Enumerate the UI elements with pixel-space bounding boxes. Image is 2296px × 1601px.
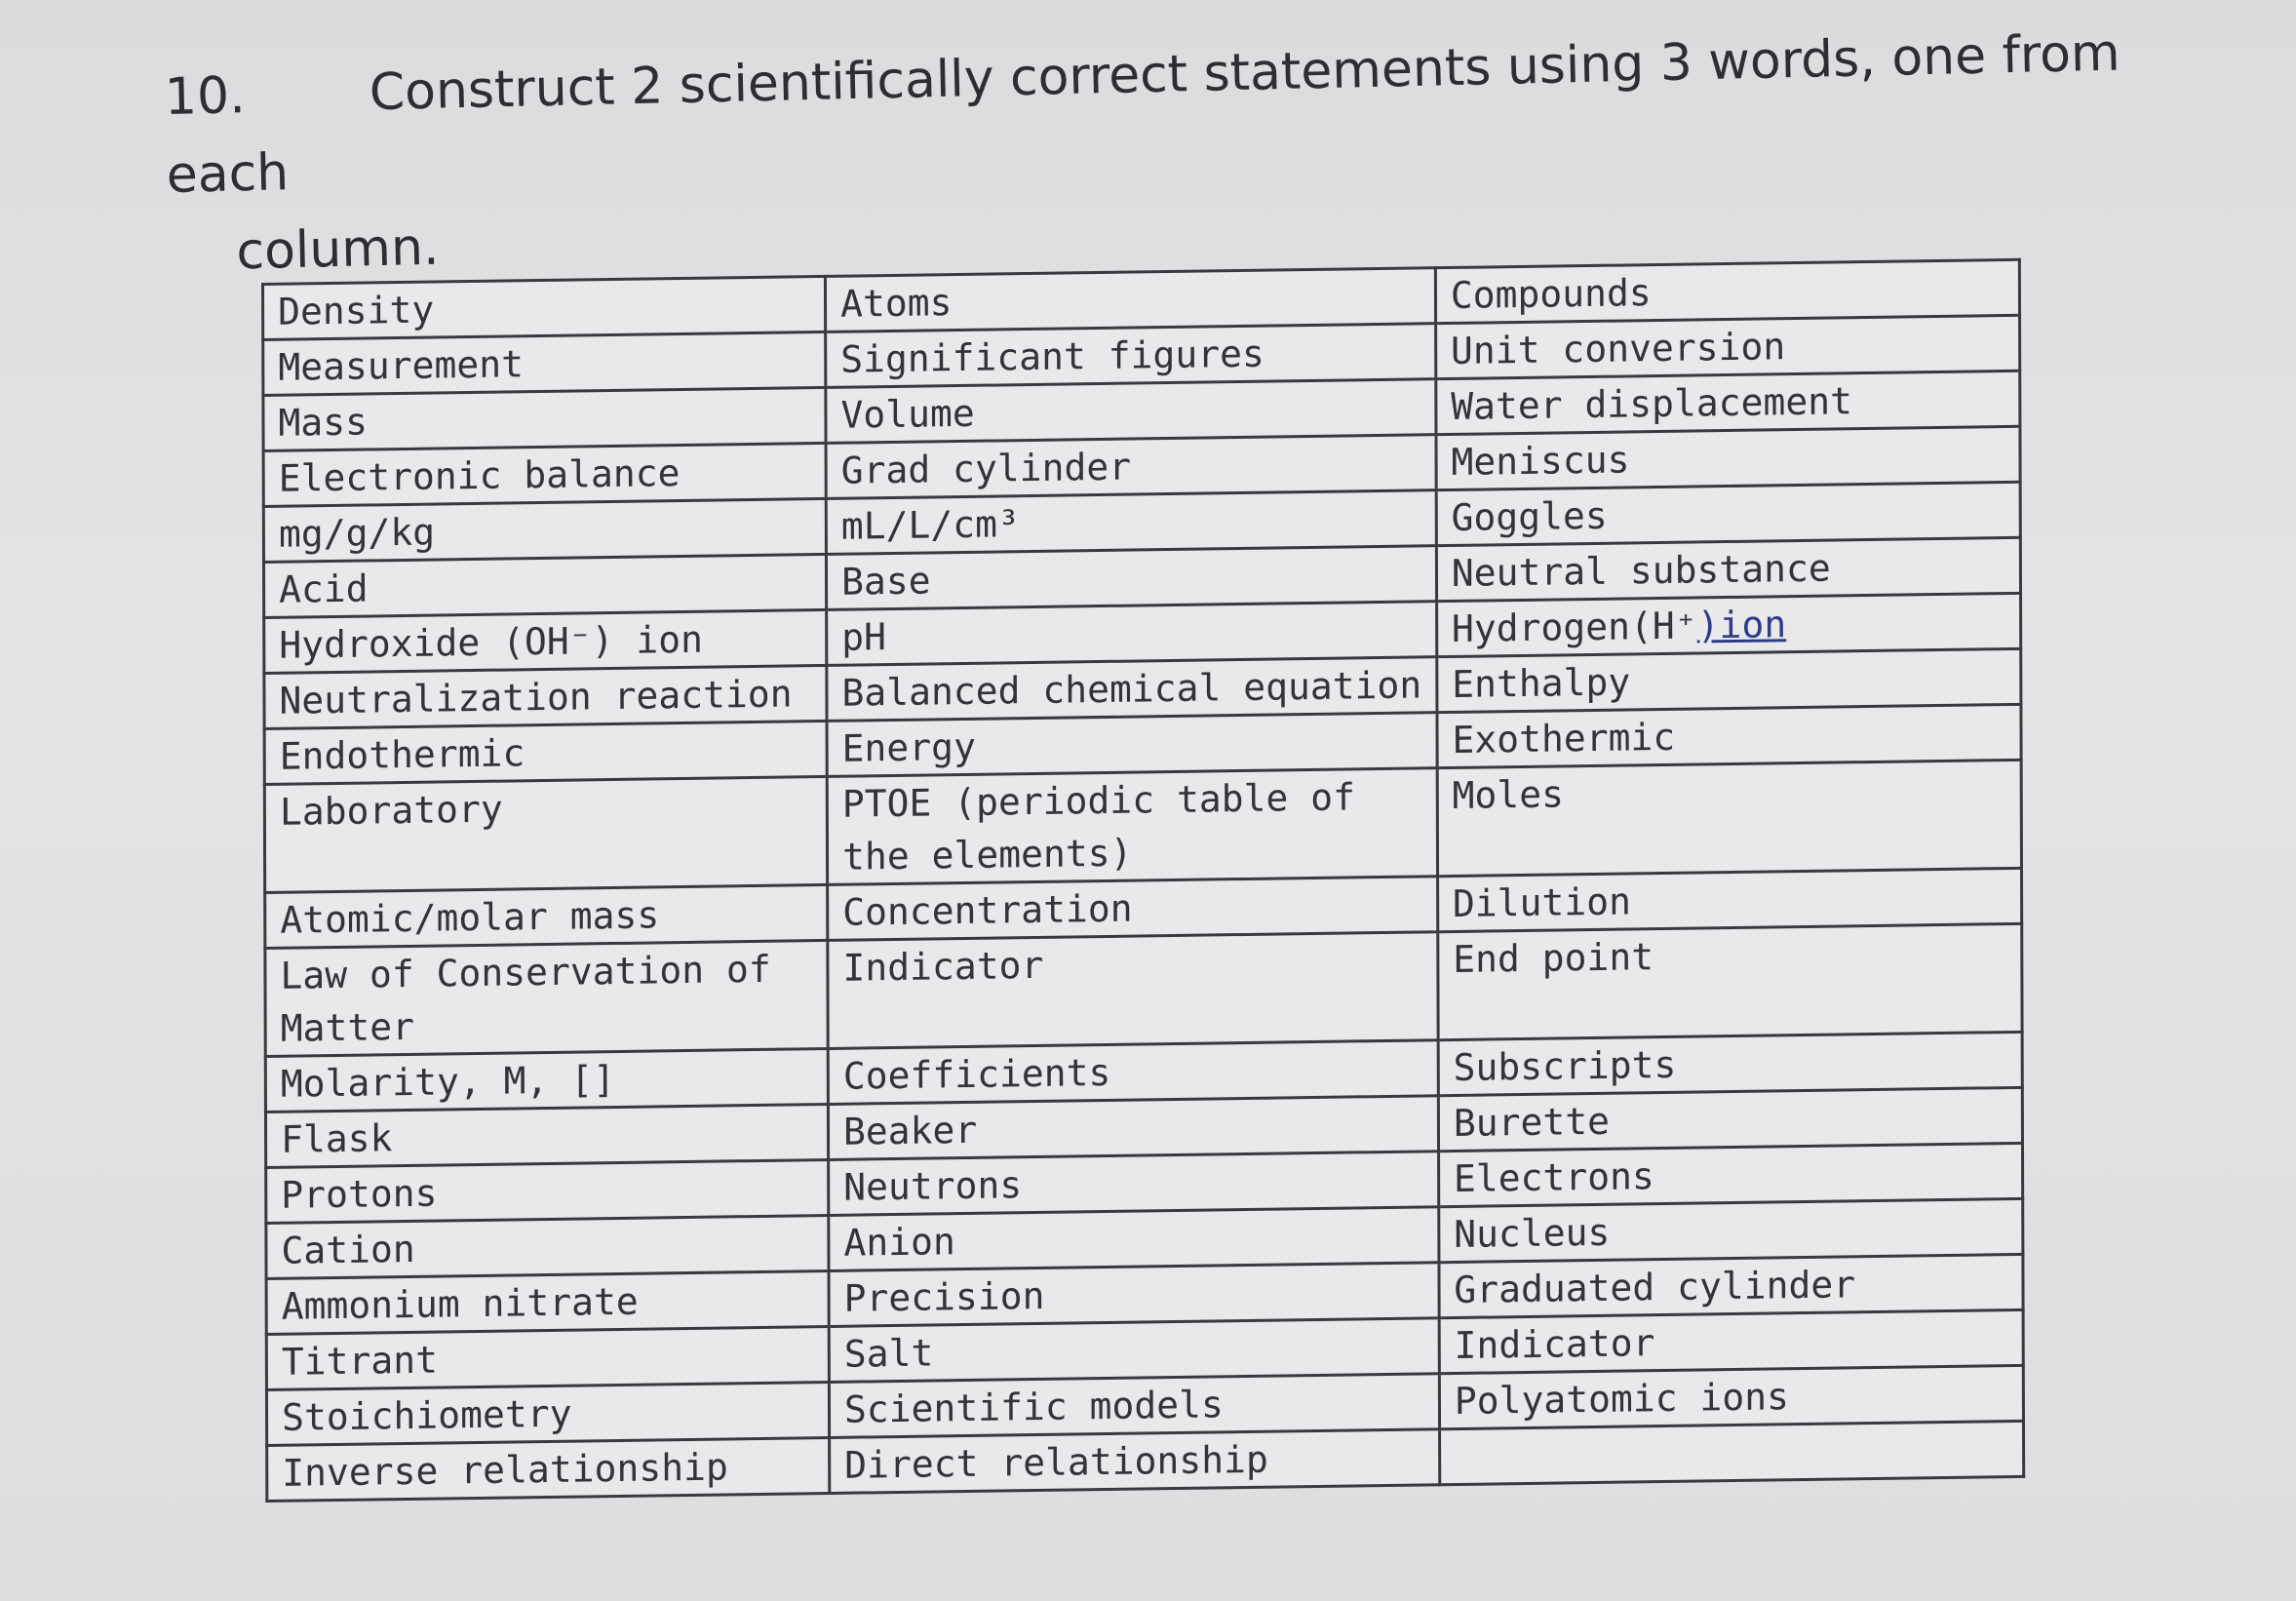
table-cell: Significant figures [826, 324, 1436, 388]
table-cell: Anion [829, 1207, 1439, 1271]
table-cell: Direct relationship [830, 1429, 1440, 1494]
table-cell: Exothermic [1437, 704, 2021, 767]
word-table [261, 258, 2025, 1503]
question-text-line-1: Construct 2 scientifically correct statements using 3 words, one from each [166, 23, 2121, 205]
table-cell: Acid [263, 554, 826, 617]
table-cell: Inverse relationship [267, 1437, 830, 1501]
table-cell: Nucleus [1439, 1198, 2023, 1262]
table-cell: Atoms [825, 268, 1435, 332]
table-cell: Burette [1438, 1087, 2022, 1151]
table-cell: Moles [1437, 760, 2021, 876]
table-cell: Stoichiometry [266, 1382, 829, 1445]
table-cell: Endothermic [264, 721, 827, 784]
table-cell: Law of Conservation of Matter [265, 940, 828, 1056]
table-cell: Indicator [828, 932, 1438, 1049]
table-cell: Concentration [828, 877, 1438, 941]
table-cell: Mass [263, 387, 826, 450]
table-cell: Protons [266, 1159, 829, 1223]
table-cell: Subscripts [1438, 1032, 2022, 1095]
table-cell: Salt [829, 1318, 1439, 1383]
table-cell: Titrant [266, 1326, 829, 1389]
table-cell-underlined [1436, 593, 2020, 656]
table-cell: Meniscus [1436, 426, 2020, 489]
table-cell: Neutralization reaction [264, 665, 827, 728]
question-number: 10. [164, 66, 247, 127]
table-cell: Electrons [1438, 1143, 2022, 1206]
table-cell: pH [827, 602, 1437, 666]
table-cell: End point [1438, 923, 2022, 1039]
table-cell: Balanced chemical equation [827, 657, 1437, 722]
table-cell: Cation [266, 1215, 829, 1278]
table-cell: Dilution [1437, 868, 2021, 931]
table-cell: Atomic/molar mass [265, 884, 828, 948]
table-cell: Molarity, M, [] [265, 1048, 828, 1112]
table-cell: Graduated cylinder [1439, 1254, 2023, 1317]
table-cell: mL/L/cm³ [826, 490, 1436, 555]
table-cell: Neutrons [829, 1152, 1439, 1216]
table-cell: Hydroxide (OH⁻) ion [264, 609, 827, 673]
table-cell: Ammonium nitrate [266, 1270, 829, 1334]
table-cell: Electronic balance [263, 443, 826, 506]
hydrogen-ion-text: Hydrogen(H⁺)ion [1451, 603, 1787, 650]
table-cell: Polyatomic ions [1439, 1365, 2023, 1428]
table-cell: Indicator [1439, 1309, 2023, 1373]
table-cell: Coefficients [828, 1040, 1438, 1105]
table-cell: Density [263, 276, 826, 339]
table-cell: Precision [829, 1263, 1439, 1327]
table-cell: Measurement [263, 332, 826, 395]
table-cell: Volume [826, 379, 1436, 444]
table-cell: Laboratory [264, 776, 827, 892]
question-prompt [164, 13, 2177, 293]
word-table-container [261, 258, 2025, 1503]
table-cell: Base [826, 546, 1436, 610]
table-cell: mg/g/kg [263, 498, 826, 562]
table-cell: Flask [265, 1104, 828, 1167]
table-cell: Enthalpy [1437, 648, 2021, 712]
table-cell: Grad cylinder [826, 435, 1436, 499]
table-cell: Scientific models [829, 1374, 1439, 1438]
table-cell: Unit conversion [1435, 315, 2019, 378]
table-cell: Energy [827, 713, 1437, 777]
table-cell: Water displacement [1436, 371, 2020, 434]
table-cell: Neutral substance [1436, 537, 2020, 601]
table-cell: PTOE (periodic table of the elements) [827, 768, 1437, 885]
table-cell: Beaker [828, 1096, 1438, 1160]
table-cell: Goggles [1436, 482, 2020, 545]
table-cell: Compounds [1435, 259, 2019, 323]
table-cell-empty [1439, 1421, 2023, 1484]
question-text-line-2: column. [235, 217, 441, 282]
